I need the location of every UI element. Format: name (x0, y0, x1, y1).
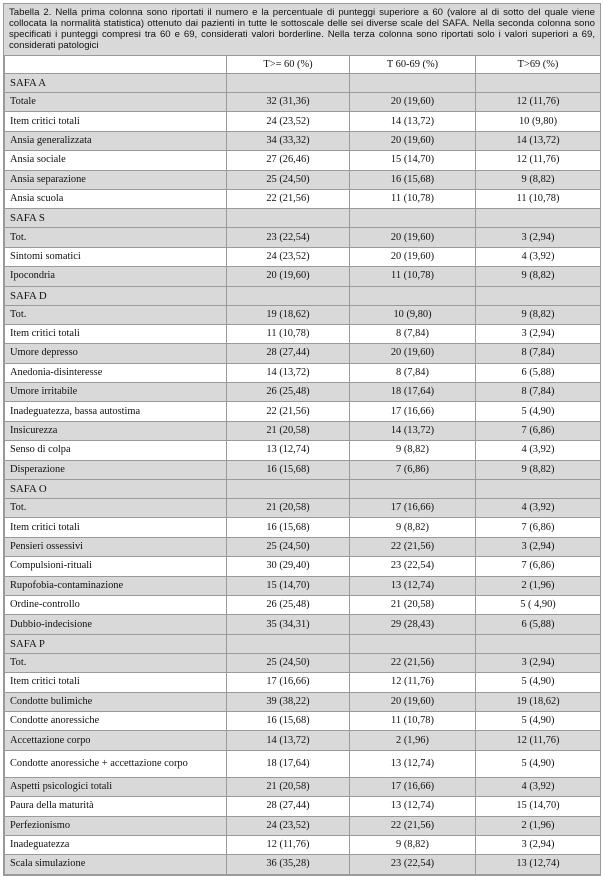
row-label: Item critici totali (5, 673, 227, 692)
value-cell: 3 (2,94) (476, 228, 601, 247)
value-cell: 20 (19,60) (350, 131, 476, 150)
value-cell: 22 (21,56) (350, 653, 476, 672)
value-cell: 7 (6,86) (350, 460, 476, 479)
section-empty-cell (227, 634, 350, 653)
value-cell: 28 (27,44) (227, 797, 350, 816)
section-empty-cell (350, 480, 476, 499)
header-cell: T>= 60 (%) (227, 56, 350, 74)
row-label: Item critici totali (5, 112, 227, 131)
value-cell: 11 (10,78) (350, 267, 476, 286)
value-cell: 16 (15,68) (227, 711, 350, 730)
value-cell: 20 (19,60) (350, 228, 476, 247)
row-label: Umore depresso (5, 344, 227, 363)
row-label: Paura della maturità (5, 797, 227, 816)
table-row (5, 816, 601, 835)
section-header-row (5, 480, 601, 499)
row-label: Ansia generalizzata (5, 131, 227, 150)
table-row (5, 855, 601, 874)
section-empty-cell (350, 209, 476, 228)
row-label: Condotte anoressiche (5, 711, 227, 730)
table-row (5, 711, 601, 730)
row-label: Umore irritabile (5, 383, 227, 402)
table-container (3, 3, 601, 876)
value-cell: 28 (27,44) (227, 344, 350, 363)
value-cell: 3 (2,94) (476, 653, 601, 672)
row-label: Insicurezza (5, 421, 227, 440)
header-row (5, 56, 601, 74)
value-cell: 7 (6,86) (476, 518, 601, 537)
table-row (5, 557, 601, 576)
table-caption: Tabella 2. Nella prima colonna sono riportati il numero e la percentuale di punteggi superiore a 60 (valore al di sotto del quale viene collocata la normalità statistica) ottenuto dai pazienti in tutte le sottoscale delle sei diverse scale del SAFA. Nella seconda colonna sono specificati i punteggi compresi tra 60 e 69, considerati valori borderline. Nella terza colonna sono riportati solo i valori superiori a 69, considerati patologici (9, 7, 595, 51)
value-cell: 2 (1,96) (350, 731, 476, 750)
section-empty-cell (227, 286, 350, 305)
value-cell: 17 (16,66) (350, 777, 476, 796)
value-cell: 26 (25,48) (227, 595, 350, 614)
value-cell: 21 (20,58) (350, 595, 476, 614)
value-cell: 9 (8,82) (350, 835, 476, 854)
value-cell: 6 (5,88) (476, 363, 601, 382)
table-row (5, 131, 601, 150)
value-cell: 13 (12,74) (350, 750, 476, 777)
value-cell: 4 (3,92) (476, 441, 601, 460)
value-cell: 14 (13,72) (350, 421, 476, 440)
value-cell: 32 (31,36) (227, 93, 350, 112)
value-cell: 8 (7,84) (476, 383, 601, 402)
value-cell: 24 (23,52) (227, 247, 350, 266)
value-cell: 24 (23,52) (227, 112, 350, 131)
value-cell: 9 (8,82) (476, 305, 601, 324)
value-cell: 12 (11,76) (476, 93, 601, 112)
value-cell: 14 (13,72) (227, 363, 350, 382)
value-cell: 25 (24,50) (227, 170, 350, 189)
value-cell: 11 (10,78) (476, 189, 601, 208)
table-row (5, 537, 601, 556)
section-header-row (5, 634, 601, 653)
row-label: Sintomi somatici (5, 247, 227, 266)
table-row (5, 421, 601, 440)
table-row (5, 441, 601, 460)
table-row (5, 383, 601, 402)
value-cell: 21 (20,58) (227, 499, 350, 518)
table-row (5, 731, 601, 750)
table-row (5, 267, 601, 286)
row-label: Ipocondria (5, 267, 227, 286)
table-row (5, 324, 601, 343)
value-cell: 9 (8,82) (476, 170, 601, 189)
value-cell: 13 (12,74) (350, 797, 476, 816)
table-row (5, 305, 601, 324)
table-row (5, 460, 601, 479)
value-cell: 16 (15,68) (350, 170, 476, 189)
value-cell: 19 (18,62) (476, 692, 601, 711)
value-cell: 15 (14,70) (476, 797, 601, 816)
value-cell: 3 (2,94) (476, 537, 601, 556)
value-cell: 8 (7,84) (350, 363, 476, 382)
section-title: SAFA O (5, 480, 227, 499)
value-cell: 2 (1,96) (476, 816, 601, 835)
value-cell: 24 (23,52) (227, 816, 350, 835)
section-empty-cell (476, 209, 601, 228)
value-cell: 10 (9,80) (350, 305, 476, 324)
value-cell: 35 (34,31) (227, 615, 350, 634)
table-row (5, 151, 601, 170)
section-title: SAFA P (5, 634, 227, 653)
section-header-row (5, 286, 601, 305)
row-label: Aspetti psicologici totali (5, 777, 227, 796)
row-label: Tot. (5, 653, 227, 672)
value-cell: 7 (6,86) (476, 421, 601, 440)
value-cell: 14 (13,72) (227, 731, 350, 750)
table-row (5, 518, 601, 537)
value-cell: 20 (19,60) (350, 93, 476, 112)
section-empty-cell (227, 209, 350, 228)
section-title: SAFA S (5, 209, 227, 228)
table-row (5, 576, 601, 595)
section-empty-cell (476, 286, 601, 305)
section-empty-cell (476, 74, 601, 93)
row-label: Ordine-controllo (5, 595, 227, 614)
value-cell: 14 (13,72) (350, 112, 476, 131)
section-empty-cell (350, 286, 476, 305)
section-empty-cell (350, 74, 476, 93)
table-row (5, 673, 601, 692)
value-cell: 19 (18,62) (227, 305, 350, 324)
value-cell: 23 (22,54) (350, 855, 476, 874)
value-cell: 5 ( 4,90) (476, 595, 601, 614)
section-empty-cell (227, 480, 350, 499)
row-label: Condotte bulimiche (5, 692, 227, 711)
value-cell: 23 (22,54) (350, 557, 476, 576)
table-row (5, 835, 601, 854)
value-cell: 9 (8,82) (350, 518, 476, 537)
row-label: Tot. (5, 228, 227, 247)
value-cell: 22 (21,56) (350, 816, 476, 835)
table-row (5, 777, 601, 796)
value-cell: 18 (17,64) (350, 383, 476, 402)
row-label: Tot. (5, 499, 227, 518)
row-label: Tot. (5, 305, 227, 324)
row-label: Scala simulazione (5, 855, 227, 874)
value-cell: 8 (7,84) (476, 344, 601, 363)
section-empty-cell (350, 634, 476, 653)
row-label: Ansia scuola (5, 189, 227, 208)
table-row (5, 344, 601, 363)
results-table (4, 55, 601, 875)
value-cell: 16 (15,68) (227, 518, 350, 537)
value-cell: 11 (10,78) (227, 324, 350, 343)
row-label: Ansia sociale (5, 151, 227, 170)
section-empty-cell (227, 74, 350, 93)
value-cell: 13 (12,74) (350, 576, 476, 595)
section-header-row (5, 209, 601, 228)
table-row (5, 499, 601, 518)
value-cell: 6 (5,88) (476, 615, 601, 634)
table-row (5, 228, 601, 247)
value-cell: 13 (12,74) (476, 855, 601, 874)
value-cell: 14 (13,72) (476, 131, 601, 150)
value-cell: 36 (35,28) (227, 855, 350, 874)
table-row (5, 692, 601, 711)
value-cell: 2 (1,96) (476, 576, 601, 595)
row-label: Condotte anoressiche + accettazione corpo (5, 750, 227, 777)
section-empty-cell (476, 634, 601, 653)
row-label: Dubbio-indecisione (5, 615, 227, 634)
value-cell: 17 (16,66) (227, 673, 350, 692)
header-cell: T>69 (%) (476, 56, 601, 74)
value-cell: 23 (22,54) (227, 228, 350, 247)
value-cell: 30 (29,40) (227, 557, 350, 576)
value-cell: 5 (4,90) (476, 711, 601, 730)
value-cell: 39 (38,22) (227, 692, 350, 711)
table-row (5, 363, 601, 382)
row-label: Item critici totali (5, 518, 227, 537)
row-label: Accettazione corpo (5, 731, 227, 750)
value-cell: 22 (21,56) (227, 402, 350, 421)
row-label: Item critici totali (5, 324, 227, 343)
section-title: SAFA A (5, 74, 227, 93)
value-cell: 21 (20,58) (227, 777, 350, 796)
value-cell: 22 (21,56) (227, 189, 350, 208)
value-cell: 11 (10,78) (350, 711, 476, 730)
row-label: Perfezionismo (5, 816, 227, 835)
value-cell: 21 (20,58) (227, 421, 350, 440)
row-label: Pensieri ossessivi (5, 537, 227, 556)
section-header-row (5, 74, 601, 93)
row-label: Anedonia-disinteresse (5, 363, 227, 382)
value-cell: 4 (3,92) (476, 777, 601, 796)
value-cell: 11 (10,78) (350, 189, 476, 208)
row-label: Rupofobia-contaminazione (5, 576, 227, 595)
value-cell: 20 (19,60) (350, 344, 476, 363)
value-cell: 12 (11,76) (476, 731, 601, 750)
value-cell: 5 (4,90) (476, 750, 601, 777)
value-cell: 12 (11,76) (476, 151, 601, 170)
value-cell: 18 (17,64) (227, 750, 350, 777)
value-cell: 12 (11,76) (227, 835, 350, 854)
section-title: SAFA D (5, 286, 227, 305)
section-empty-cell (476, 480, 601, 499)
value-cell: 17 (16,66) (350, 402, 476, 421)
value-cell: 9 (8,82) (476, 267, 601, 286)
value-cell: 15 (14,70) (227, 576, 350, 595)
value-cell: 25 (24,50) (227, 537, 350, 556)
row-label: Ansia separazione (5, 170, 227, 189)
value-cell: 13 (12,74) (227, 441, 350, 460)
row-label: Disperazione (5, 460, 227, 479)
table-row (5, 189, 601, 208)
header-cell-empty (5, 56, 227, 74)
value-cell: 8 (7,84) (350, 324, 476, 343)
value-cell: 12 (11,76) (350, 673, 476, 692)
value-cell: 20 (19,60) (227, 267, 350, 286)
value-cell: 27 (26,46) (227, 151, 350, 170)
table-row (5, 402, 601, 421)
row-label: Inadeguatezza (5, 835, 227, 854)
value-cell: 20 (19,60) (350, 247, 476, 266)
value-cell: 3 (2,94) (476, 835, 601, 854)
value-cell: 9 (8,82) (350, 441, 476, 460)
table-row (5, 615, 601, 634)
value-cell: 7 (6,86) (476, 557, 601, 576)
table-row (5, 750, 601, 777)
value-cell: 26 (25,48) (227, 383, 350, 402)
table-row (5, 595, 601, 614)
value-cell: 9 (8,82) (476, 460, 601, 479)
value-cell: 15 (14,70) (350, 151, 476, 170)
table-row (5, 247, 601, 266)
table-body (5, 56, 601, 875)
table-row (5, 112, 601, 131)
value-cell: 16 (15,68) (227, 460, 350, 479)
value-cell: 5 (4,90) (476, 402, 601, 421)
value-cell: 34 (33,32) (227, 131, 350, 150)
table-row (5, 797, 601, 816)
value-cell: 4 (3,92) (476, 499, 601, 518)
value-cell: 5 (4,90) (476, 673, 601, 692)
row-label: Senso di colpa (5, 441, 227, 460)
row-label: Compulsioni-rituali (5, 557, 227, 576)
value-cell: 3 (2,94) (476, 324, 601, 343)
value-cell: 25 (24,50) (227, 653, 350, 672)
value-cell: 4 (3,92) (476, 247, 601, 266)
value-cell: 10 (9,80) (476, 112, 601, 131)
row-label: Inadeguatezza, bassa autostima (5, 402, 227, 421)
value-cell: 17 (16,66) (350, 499, 476, 518)
row-label: Totale (5, 93, 227, 112)
value-cell: 20 (19,60) (350, 692, 476, 711)
value-cell: 22 (21,56) (350, 537, 476, 556)
table-row (5, 93, 601, 112)
header-cell: T 60-69 (%) (350, 56, 476, 74)
table-row (5, 170, 601, 189)
value-cell: 29 (28,43) (350, 615, 476, 634)
table-row (5, 653, 601, 672)
